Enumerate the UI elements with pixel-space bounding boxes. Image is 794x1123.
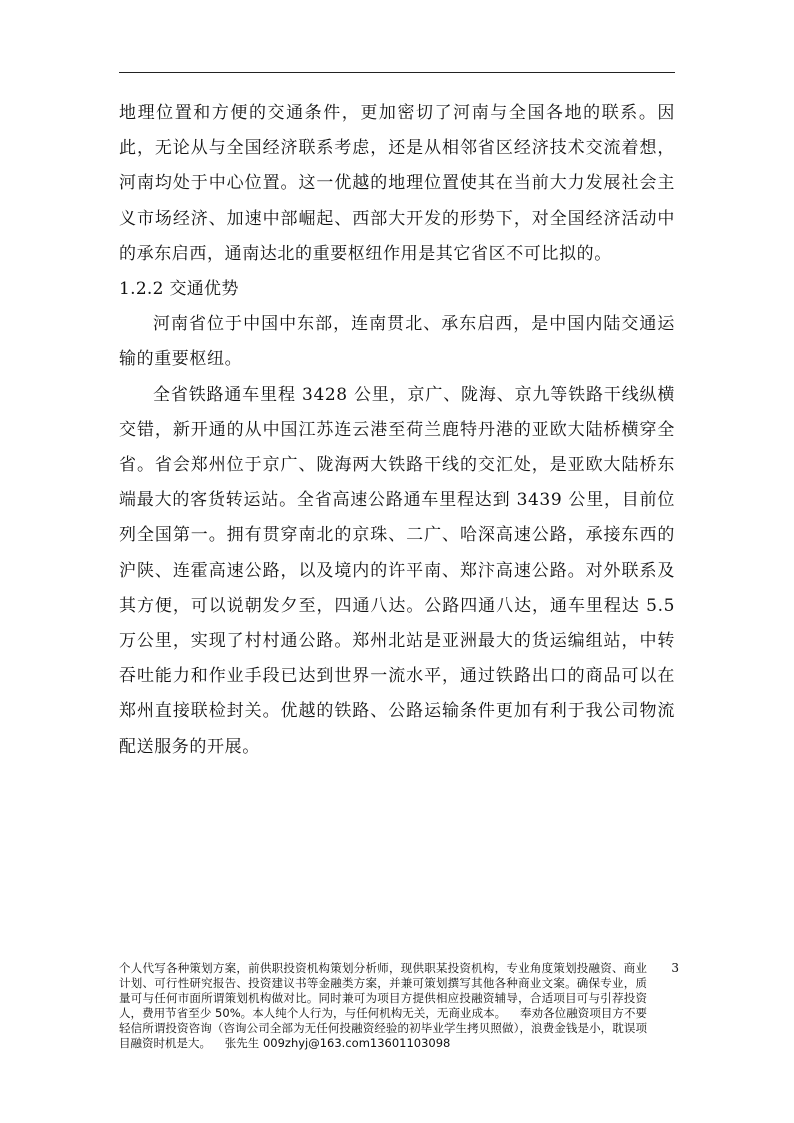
- footer-advertisement: [119, 961, 647, 1051]
- paragraph-railway-highway: 全省铁路通车里程 3428 公里，京广、陇海、京九等铁路干线纵横交错，新开通的从中国江苏连云港至荷兰鹿特丹港的亚欧大陆桥横穿全省。省会郑州位于京广、陇海两大铁路干线的交汇处，是亚欧大陆桥东端最大的客货转运站。全省高速公路通车里程达到 3439 公里，目前位列全国第一。拥有贯穿南北的京珠、二广、哈深高速公路，承接东西的沪陕、连霍高速公路，以及境内的许平南、郑汴高速公路。对外联系及其方便，可以说朝发夕至，四通八达。公路四通八达，通车里程达 5.5 万公里，实现了村村通公路。郑州北站是亚洲最大的货运编组站，中转吞吐能力和作业手段已达到世界一流水平，通过铁路出口的商品可以在郑州直接联检封关。优越的铁路、公路运输条件更加有利于我公司物流配送服务的开展。: [119, 384, 675, 757]
- footer-text-tail: 奉劝各位融资项目方不要轻信所谓投资咨询（咨询公司全部为无任何投融资经验的初毕业学生拷贝照做），浪费金钱是小，耽误项目融资时机是大。: [119, 1006, 647, 1050]
- page-footer: [119, 961, 679, 1051]
- paragraph-location-advantage: 地理位置和方便的交通条件，更加密切了河南与全国各地的联系。因此，无论从与全国经济联系考虑，还是从相邻省区经济技术交流着想，河南均处于中心位置。这一优越的地理位置使其在当前大力发展社会主义市场经济、加速中部崛起、西部大开发的形势下，对全国经济活动中的承东启西，通南达北的重要枢纽作用是其它省区不可比拟的。: [119, 103, 675, 264]
- paragraph-transport-hub: 河南省位于中国中东部，连南贯北、承东启西，是中国内陆交通运输的重要枢纽。: [119, 314, 675, 370]
- footer-contact-info: 009zhyj@163.com13601103098: [262, 1036, 451, 1050]
- document-body: [119, 96, 675, 765]
- footer-text-main: 个人代写各种策划方案，前供职投资机构策划分析师，现供职某投资机构，专业角度策划投融资、商业计划、可行性研究报告、投资建议书等金融类方案，并兼可策划撰写其他各种商业文案。确保专业，质量可与任何市面所谓策划机构做对比。同时兼可为项目方提供相应投融资辅导，合适项目可与引荐投资人，费用节省至少 50%。本人纯个人行为，与任何机构无关，无商业成本。: [119, 961, 647, 1020]
- footer-contact-name: 张先生: [224, 1036, 260, 1050]
- section-heading-transport-advantage: 1.2.2 交通优势: [119, 279, 239, 300]
- header-rule: [119, 72, 675, 73]
- page-number: 3: [671, 961, 679, 975]
